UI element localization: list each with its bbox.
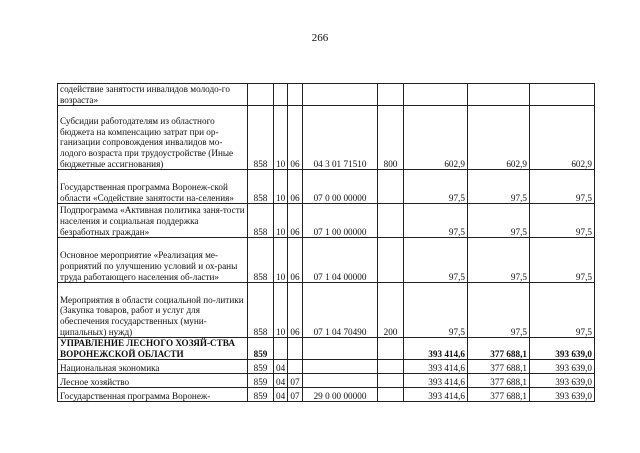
cell-amount-year2: 377 688,1 <box>468 388 530 402</box>
cell-target-article: 07 0 00 00000 <box>303 170 378 204</box>
cell-subsection: 07 <box>288 374 303 388</box>
cell-section <box>274 84 288 106</box>
cell-target-article: 07 1 04 70490 <box>303 283 378 338</box>
cell-subsection: 06 <box>288 238 303 283</box>
table-row <box>58 106 595 170</box>
cell-target-article <box>303 84 378 106</box>
cell-amount-year2: 97,5 <box>468 283 530 338</box>
cell-expense-type <box>378 338 404 360</box>
cell-amount-year3: 97,5 <box>530 170 595 204</box>
cell-grbs: 859 <box>248 374 274 388</box>
cell-target-article <box>303 338 378 360</box>
cell-name: Национальная экономика <box>58 360 248 374</box>
cell-amount-year3: 97,5 <box>530 204 595 238</box>
cell-section: 10 <box>274 204 288 238</box>
cell-section: 04 <box>274 360 288 374</box>
page-number: 266 <box>311 32 329 44</box>
cell-name: Подпрограмма «Активная политика заня-тости населения и социальная поддержка безработных граждан» <box>58 204 248 238</box>
cell-subsection: 07 <box>288 388 303 402</box>
cell-target-article: 07 1 00 00000 <box>303 204 378 238</box>
table-row <box>58 374 595 388</box>
cell-grbs: 859 <box>248 360 274 374</box>
cell-grbs: 858 <box>248 170 274 204</box>
cell-amount-year1: 97,5 <box>404 283 468 338</box>
cell-subsection: 06 <box>288 106 303 170</box>
cell-name: Государственная программа Воронеж-ской области «Содействие занятости на-селения» <box>58 170 248 204</box>
table-row <box>58 204 595 238</box>
cell-expense-type <box>378 170 404 204</box>
cell-target-article <box>303 360 378 374</box>
cell-amount-year3: 97,5 <box>530 283 595 338</box>
table-row <box>58 388 595 402</box>
cell-target-article: 29 0 00 00000 <box>303 388 378 402</box>
cell-amount-year2: 377 688,1 <box>468 338 530 360</box>
cell-amount-year1: 393 414,6 <box>404 360 468 374</box>
cell-grbs: 858 <box>248 238 274 283</box>
cell-grbs: 859 <box>248 338 274 360</box>
cell-grbs: 859 <box>248 388 274 402</box>
cell-expense-type <box>378 388 404 402</box>
cell-grbs: 858 <box>248 283 274 338</box>
cell-amount-year2: 602,9 <box>468 106 530 170</box>
cell-amount-year1 <box>404 84 468 106</box>
table-body <box>58 84 595 402</box>
table-row <box>58 283 595 338</box>
cell-grbs: 858 <box>248 204 274 238</box>
cell-amount-year3 <box>530 84 595 106</box>
cell-section: 10 <box>274 283 288 338</box>
cell-amount-year3: 393 639,0 <box>530 360 595 374</box>
cell-section <box>274 338 288 360</box>
table-row <box>58 238 595 283</box>
cell-amount-year3: 602,9 <box>530 106 595 170</box>
cell-subsection: 06 <box>288 170 303 204</box>
cell-expense-type: 800 <box>378 106 404 170</box>
cell-subsection: 06 <box>288 283 303 338</box>
cell-expense-type <box>378 84 404 106</box>
cell-amount-year3: 393 639,0 <box>530 374 595 388</box>
cell-expense-type: 200 <box>378 283 404 338</box>
cell-subsection <box>288 338 303 360</box>
cell-subsection <box>288 360 303 374</box>
cell-name: Основное мероприятие «Реализация ме-роприятий по улучшению условий и ох-раны труда работающего населения об-ласти» <box>58 238 248 283</box>
cell-amount-year2: 377 688,1 <box>468 374 530 388</box>
table-row <box>58 360 595 374</box>
cell-amount-year1: 393 414,6 <box>404 374 468 388</box>
cell-subsection: 06 <box>288 204 303 238</box>
cell-amount-year3: 97,5 <box>530 238 595 283</box>
cell-amount-year1: 97,5 <box>404 204 468 238</box>
table-row <box>58 170 595 204</box>
table-row <box>58 84 595 106</box>
cell-target-article: 04 3 01 71510 <box>303 106 378 170</box>
cell-expense-type <box>378 374 404 388</box>
cell-name: УПРАВЛЕНИЕ ЛЕСНОГО ХОЗЯЙ-СТВА ВОРОНЕЖСКОЙ ОБЛАСТИ <box>58 338 248 360</box>
cell-expense-type <box>378 204 404 238</box>
cell-amount-year2 <box>468 84 530 106</box>
table-row <box>58 338 595 360</box>
cell-amount-year2: 97,5 <box>468 204 530 238</box>
cell-amount-year2: 377 688,1 <box>468 360 530 374</box>
cell-section: 04 <box>274 374 288 388</box>
cell-amount-year3: 393 639,0 <box>530 388 595 402</box>
cell-name: Государственная программа Воронеж- <box>58 388 248 402</box>
cell-amount-year1: 393 414,6 <box>404 388 468 402</box>
cell-grbs <box>248 84 274 106</box>
cell-subsection <box>288 84 303 106</box>
cell-amount-year1: 97,5 <box>404 170 468 204</box>
cell-name: Лесное хозяйство <box>58 374 248 388</box>
cell-name: Мероприятия в области социальной по-литики (Закупка товаров, работ и услуг для обеспечения государственных (муни-ципальных) нужд) <box>58 283 248 338</box>
cell-amount-year1: 602,9 <box>404 106 468 170</box>
cell-grbs: 858 <box>248 106 274 170</box>
budget-table <box>57 83 595 402</box>
cell-amount-year1: 393 414,6 <box>404 338 468 360</box>
cell-name: Субсидии работодателям из областного бюджета на компенсацию затрат при ор-ганизации сопровождения инвалидов мо-лодого возраста при трудоустройстве (Иные бюджетные ассигнования) <box>58 106 248 170</box>
cell-amount-year3: 393 639,0 <box>530 338 595 360</box>
cell-amount-year1: 97,5 <box>404 238 468 283</box>
cell-amount-year2: 97,5 <box>468 238 530 283</box>
cell-target-article <box>303 374 378 388</box>
cell-section: 10 <box>274 238 288 283</box>
cell-expense-type <box>378 238 404 283</box>
cell-target-article: 07 1 04 00000 <box>303 238 378 283</box>
cell-expense-type <box>378 360 404 374</box>
cell-section: 04 <box>274 388 288 402</box>
cell-section: 10 <box>274 170 288 204</box>
cell-amount-year2: 97,5 <box>468 170 530 204</box>
cell-name: содействие занятости инвалидов молодо-го возраста» <box>58 84 248 106</box>
cell-section: 10 <box>274 106 288 170</box>
